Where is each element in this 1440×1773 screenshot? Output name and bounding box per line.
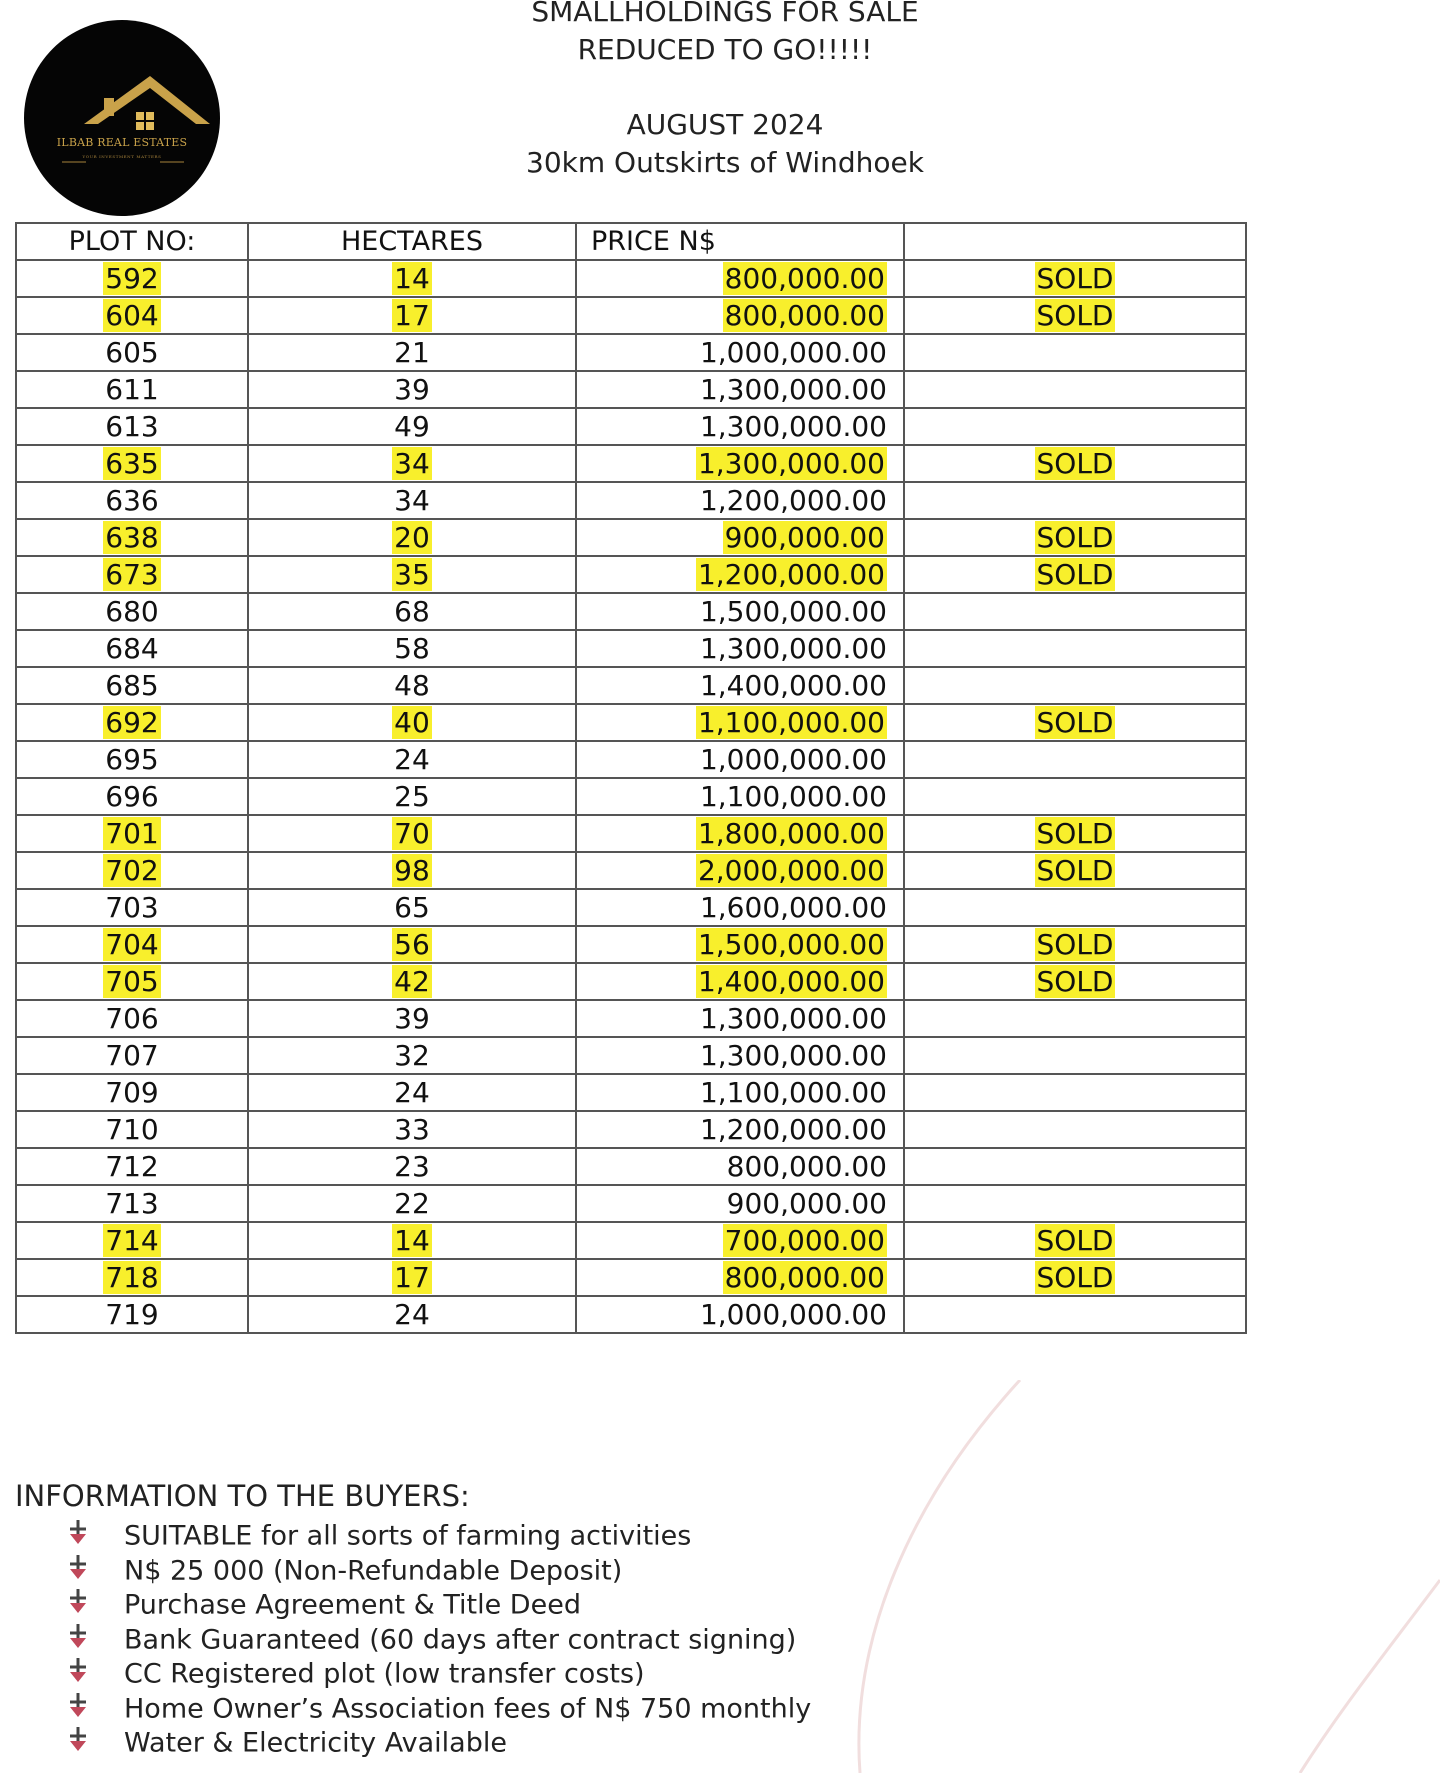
price-cell-text: 1,100,000.00 (697, 706, 885, 739)
status-cell (904, 926, 1246, 963)
plot-cell (16, 334, 248, 371)
hectares-cell-text: 23 (394, 1150, 430, 1183)
hectares-cell (248, 630, 576, 667)
price-cell (576, 297, 904, 334)
plot-cell (16, 926, 248, 963)
plot-cell-text: 611 (105, 373, 159, 406)
plot-cell (16, 1296, 248, 1333)
table-row (16, 889, 1246, 926)
price-cell (576, 445, 904, 482)
plot-cell (16, 852, 248, 889)
hectares-cell (248, 1222, 576, 1259)
price-cell-text: 900,000.00 (724, 521, 885, 554)
plot-cell (16, 630, 248, 667)
hectares-cell-text: 32 (394, 1039, 430, 1072)
hectares-cell (248, 297, 576, 334)
plot-cell-text: 604 (105, 299, 159, 332)
plot-cell (16, 667, 248, 704)
price-cell (576, 1222, 904, 1259)
price-cell-text: 1,300,000.00 (697, 447, 885, 480)
price-cell (576, 963, 904, 1000)
price-cell-text: 1,000,000.00 (699, 336, 887, 369)
status-cell-text: SOLD (1036, 1261, 1114, 1294)
hectares-cell (248, 1296, 576, 1333)
info-list-item (66, 1657, 811, 1692)
hectares-cell-text: 70 (394, 817, 430, 850)
hectares-cell (248, 1037, 576, 1074)
hectares-cell-text: 20 (394, 521, 430, 554)
hectares-cell (248, 519, 576, 556)
price-cell-text: 800,000.00 (724, 1261, 885, 1294)
info-item-text: CC Registered plot (low transfer costs) (124, 1658, 645, 1690)
status-cell-text: SOLD (1036, 928, 1114, 961)
hectares-cell (248, 408, 576, 445)
status-cell-text: SOLD (1036, 521, 1114, 554)
price-cell (576, 556, 904, 593)
plot-cell-text: 704 (105, 928, 159, 961)
status-cell-text: SOLD (1036, 965, 1114, 998)
plot-cell-text: 696 (105, 780, 159, 813)
price-cell-text: 1,300,000.00 (699, 1039, 887, 1072)
down-arrow-bullet-icon (66, 1692, 124, 1728)
status-cell (904, 297, 1246, 334)
column-header-hectares: HECTARES (248, 223, 576, 260)
plot-cell (16, 704, 248, 741)
status-cell (904, 1259, 1246, 1296)
status-cell (904, 1296, 1246, 1333)
hectares-cell (248, 1185, 576, 1222)
hectares-cell-text: 48 (394, 669, 430, 702)
price-cell-text: 1,300,000.00 (699, 410, 887, 443)
down-arrow-bullet-icon (66, 1657, 124, 1693)
hectares-cell-text: 35 (394, 558, 430, 591)
price-cell (576, 815, 904, 852)
location-heading: 30km Outskirts of Windhoek (526, 146, 924, 179)
status-cell (904, 704, 1246, 741)
table-row (16, 556, 1246, 593)
hectares-cell-text: 21 (394, 336, 430, 369)
price-cell-text: 800,000.00 (724, 262, 885, 295)
table-row (16, 519, 1246, 556)
price-cell-text: 1,000,000.00 (699, 743, 887, 776)
price-cell-text: 1,400,000.00 (699, 669, 887, 702)
price-cell-text: 800,000.00 (726, 1150, 887, 1183)
status-cell-text: SOLD (1036, 558, 1114, 591)
table-row (16, 297, 1246, 334)
plot-cell (16, 1074, 248, 1111)
table-row (16, 852, 1246, 889)
plot-cell-text: 705 (105, 965, 159, 998)
status-cell (904, 741, 1246, 778)
info-item-text: Home Owner’s Association fees of N$ 750 monthly (124, 1692, 812, 1724)
table-row (16, 1185, 1246, 1222)
table-row (16, 1148, 1246, 1185)
hectares-cell (248, 778, 576, 815)
price-cell (576, 593, 904, 630)
price-cell-text: 1,300,000.00 (699, 632, 887, 665)
status-cell-text: SOLD (1036, 817, 1114, 850)
hectares-cell (248, 667, 576, 704)
hectares-cell-text: 34 (394, 447, 430, 480)
hectares-cell-text: 17 (394, 299, 430, 332)
info-item-text: Bank Guaranteed (60 days after contract signing) (124, 1623, 797, 1655)
table-row (16, 1111, 1246, 1148)
hectares-cell (248, 371, 576, 408)
table-row (16, 1222, 1246, 1259)
plot-cell-text: 692 (105, 706, 159, 739)
plot-cell-text: 719 (105, 1298, 159, 1331)
status-cell (904, 630, 1246, 667)
hectares-cell-text: 98 (394, 854, 430, 887)
plot-cell-text: 613 (105, 410, 159, 443)
table-row (16, 1259, 1246, 1296)
hectares-cell (248, 482, 576, 519)
hectares-cell (248, 260, 576, 297)
hectares-cell (248, 926, 576, 963)
info-list (66, 1519, 811, 1761)
plot-cell-text: 592 (105, 262, 159, 295)
down-arrow-bullet-icon (66, 1588, 124, 1624)
title-line-1: SMALLHOLDINGS FOR SALE (531, 0, 919, 28)
hectares-cell (248, 852, 576, 889)
price-cell (576, 741, 904, 778)
hectares-cell (248, 1074, 576, 1111)
plot-cell (16, 408, 248, 445)
table-body (16, 260, 1246, 1333)
status-cell-text: SOLD (1036, 706, 1114, 739)
table-row (16, 260, 1246, 297)
table-row (16, 371, 1246, 408)
plot-cell (16, 519, 248, 556)
plot-cell-text: 718 (105, 1261, 159, 1294)
plot-cell (16, 1148, 248, 1185)
hectares-cell-text: 68 (394, 595, 430, 628)
price-cell (576, 667, 904, 704)
watermark-stroke-decoration (780, 1380, 1440, 1773)
price-cell-text: 1,100,000.00 (699, 780, 887, 813)
info-item-text: SUITABLE for all sorts of farming activities (124, 1520, 692, 1552)
plot-cell (16, 1111, 248, 1148)
plot-cell (16, 889, 248, 926)
plot-cell-text: 680 (105, 595, 159, 628)
hectares-cell-text: 25 (394, 780, 430, 813)
price-cell-text: 1,000,000.00 (699, 1298, 887, 1331)
plot-cell (16, 371, 248, 408)
price-cell (576, 1000, 904, 1037)
price-cell-text: 1,300,000.00 (699, 373, 887, 406)
plot-cell-text: 713 (105, 1187, 159, 1220)
price-cell (576, 1296, 904, 1333)
plot-cell (16, 593, 248, 630)
info-title: INFORMATION TO THE BUYERS: (15, 1479, 470, 1513)
status-cell (904, 519, 1246, 556)
hectares-cell-text: 14 (394, 262, 430, 295)
price-cell (576, 371, 904, 408)
price-cell-text: 1,600,000.00 (699, 891, 887, 924)
price-cell (576, 926, 904, 963)
logo-tagline: YOUR INVESTMENT MATTERS (82, 154, 162, 159)
plot-cell (16, 815, 248, 852)
plot-cell (16, 778, 248, 815)
column-header-status (904, 223, 1246, 260)
table-row (16, 1296, 1246, 1333)
down-arrow-bullet-icon (66, 1726, 124, 1762)
plot-cell-text: 701 (105, 817, 159, 850)
plot-cell (16, 963, 248, 1000)
hectares-cell-text: 40 (394, 706, 430, 739)
plot-cell (16, 1037, 248, 1074)
price-cell (576, 852, 904, 889)
status-cell (904, 371, 1246, 408)
price-cell-text: 1,500,000.00 (699, 595, 887, 628)
status-cell (904, 445, 1246, 482)
plot-cell-text: 712 (105, 1150, 159, 1183)
plot-cell-text: 714 (105, 1224, 159, 1257)
hectares-cell-text: 65 (394, 891, 430, 924)
status-cell (904, 556, 1246, 593)
table-row (16, 741, 1246, 778)
hectares-cell (248, 1000, 576, 1037)
table-row (16, 482, 1246, 519)
down-arrow-bullet-icon (66, 1623, 124, 1659)
info-item-text: Purchase Agreement & Title Deed (124, 1589, 581, 1621)
hectares-cell-text: 24 (394, 1076, 430, 1109)
house-logo-icon (24, 20, 220, 216)
status-cell (904, 408, 1246, 445)
status-cell (904, 889, 1246, 926)
logo-company-name: ILBAB REAL ESTATES (56, 136, 188, 149)
price-cell-text: 1,500,000.00 (697, 928, 885, 961)
table-row (16, 593, 1246, 630)
price-cell-text: 1,200,000.00 (697, 558, 885, 591)
table-row (16, 1000, 1246, 1037)
hectares-cell (248, 334, 576, 371)
status-cell (904, 1185, 1246, 1222)
status-cell (904, 1111, 1246, 1148)
plot-cell-text: 703 (105, 891, 159, 924)
plot-cell-text: 709 (105, 1076, 159, 1109)
table-row (16, 926, 1246, 963)
price-cell-text: 1,200,000.00 (699, 484, 887, 517)
plot-cell-text: 706 (105, 1002, 159, 1035)
hectares-cell-text: 14 (394, 1224, 430, 1257)
table-row (16, 1037, 1246, 1074)
info-list-item (66, 1554, 811, 1589)
plot-cell-text: 638 (105, 521, 159, 554)
hectares-cell (248, 556, 576, 593)
table-row (16, 630, 1246, 667)
plot-cell (16, 297, 248, 334)
price-cell-text: 2,000,000.00 (697, 854, 885, 887)
hectares-cell-text: 33 (394, 1113, 430, 1146)
status-cell (904, 778, 1246, 815)
company-logo (24, 20, 220, 216)
down-arrow-bullet-icon (66, 1519, 124, 1555)
table-row (16, 667, 1246, 704)
plot-cell-text: 684 (105, 632, 159, 665)
info-item-text: Water & Electricity Available (124, 1727, 507, 1759)
plot-cell (16, 1222, 248, 1259)
plot-cell-text: 710 (105, 1113, 159, 1146)
hectares-cell-text: 24 (394, 1298, 430, 1331)
hectares-cell-text: 39 (394, 373, 430, 406)
price-cell (576, 1074, 904, 1111)
price-cell (576, 482, 904, 519)
status-cell (904, 1074, 1246, 1111)
plot-cell (16, 482, 248, 519)
hectares-cell (248, 815, 576, 852)
price-cell (576, 1111, 904, 1148)
table-row (16, 778, 1246, 815)
price-cell-text: 900,000.00 (726, 1187, 887, 1220)
price-cell (576, 778, 904, 815)
info-list-item (66, 1519, 811, 1554)
price-cell (576, 630, 904, 667)
status-cell (904, 1222, 1246, 1259)
info-list-item (66, 1726, 811, 1761)
price-cell (576, 408, 904, 445)
hectares-cell-text: 58 (394, 632, 430, 665)
price-cell-text: 1,400,000.00 (697, 965, 885, 998)
title-line-2: REDUCED TO GO!!!!! (577, 33, 873, 66)
hectares-cell (248, 445, 576, 482)
down-arrow-bullet-icon (66, 1554, 124, 1590)
plot-cell-text: 605 (105, 336, 159, 369)
table-row (16, 408, 1246, 445)
status-cell (904, 1148, 1246, 1185)
price-cell-text: 1,200,000.00 (699, 1113, 887, 1146)
hectares-cell (248, 593, 576, 630)
plot-cell-text: 685 (105, 669, 159, 702)
hectares-cell (248, 963, 576, 1000)
status-cell (904, 260, 1246, 297)
status-cell-text: SOLD (1036, 854, 1114, 887)
plot-cell (16, 1185, 248, 1222)
plot-cell-text: 695 (105, 743, 159, 776)
price-cell (576, 1148, 904, 1185)
plot-cell-text: 635 (105, 447, 159, 480)
table-row (16, 815, 1246, 852)
info-item-text: N$ 25 000 (Non-Refundable Deposit) (124, 1554, 623, 1586)
table-header-row (16, 223, 1246, 260)
price-cell-text: 800,000.00 (724, 299, 885, 332)
status-cell (904, 852, 1246, 889)
plot-cell (16, 445, 248, 482)
table-row (16, 445, 1246, 482)
info-list-item (66, 1692, 811, 1727)
hectares-cell (248, 704, 576, 741)
status-cell-text: SOLD (1036, 447, 1114, 480)
price-cell (576, 1185, 904, 1222)
price-cell (576, 704, 904, 741)
price-cell-text: 1,800,000.00 (697, 817, 885, 850)
hectares-cell-text: 42 (394, 965, 430, 998)
plot-cell-text: 673 (105, 558, 159, 591)
plot-cell (16, 556, 248, 593)
status-cell (904, 963, 1246, 1000)
price-cell (576, 889, 904, 926)
plot-cell (16, 1259, 248, 1296)
plot-cell-text: 707 (105, 1039, 159, 1072)
price-cell-text: 1,100,000.00 (699, 1076, 887, 1109)
price-cell-text: 1,300,000.00 (699, 1002, 887, 1035)
price-cell (576, 260, 904, 297)
hectares-cell (248, 1148, 576, 1185)
table-row (16, 1074, 1246, 1111)
info-list-item (66, 1623, 811, 1658)
hectares-cell-text: 24 (394, 743, 430, 776)
status-cell-text: SOLD (1036, 262, 1114, 295)
hectares-cell-text: 56 (394, 928, 430, 961)
hectares-cell (248, 1111, 576, 1148)
status-cell (904, 334, 1246, 371)
status-cell-text: SOLD (1036, 1224, 1114, 1257)
hectares-cell (248, 1259, 576, 1296)
price-cell (576, 1259, 904, 1296)
status-cell (904, 667, 1246, 704)
info-list-item (66, 1588, 811, 1623)
price-cell (576, 519, 904, 556)
hectares-cell-text: 17 (394, 1261, 430, 1294)
status-cell (904, 815, 1246, 852)
hectares-cell-text: 22 (394, 1187, 430, 1220)
table-row (16, 704, 1246, 741)
table-row (16, 334, 1246, 371)
hectares-cell (248, 889, 576, 926)
hectares-cell (248, 741, 576, 778)
hectares-cell-text: 34 (394, 484, 430, 517)
price-cell-text: 700,000.00 (724, 1224, 885, 1257)
plot-cell (16, 1000, 248, 1037)
hectares-cell-text: 39 (394, 1002, 430, 1035)
price-cell (576, 1037, 904, 1074)
column-header-plot: PLOT NO: (16, 223, 248, 260)
status-cell (904, 1037, 1246, 1074)
plot-cell (16, 260, 248, 297)
status-cell (904, 1000, 1246, 1037)
table-row (16, 963, 1246, 1000)
date-heading: AUGUST 2024 (626, 108, 824, 141)
status-cell-text: SOLD (1036, 299, 1114, 332)
plots-table (15, 222, 1247, 1334)
column-header-price: PRICE N$ (576, 223, 904, 260)
hectares-cell-text: 49 (394, 410, 430, 443)
price-cell (576, 334, 904, 371)
plot-cell-text: 702 (105, 854, 159, 887)
status-cell (904, 482, 1246, 519)
status-cell (904, 593, 1246, 630)
plot-cell-text: 636 (105, 484, 159, 517)
plot-cell (16, 741, 248, 778)
